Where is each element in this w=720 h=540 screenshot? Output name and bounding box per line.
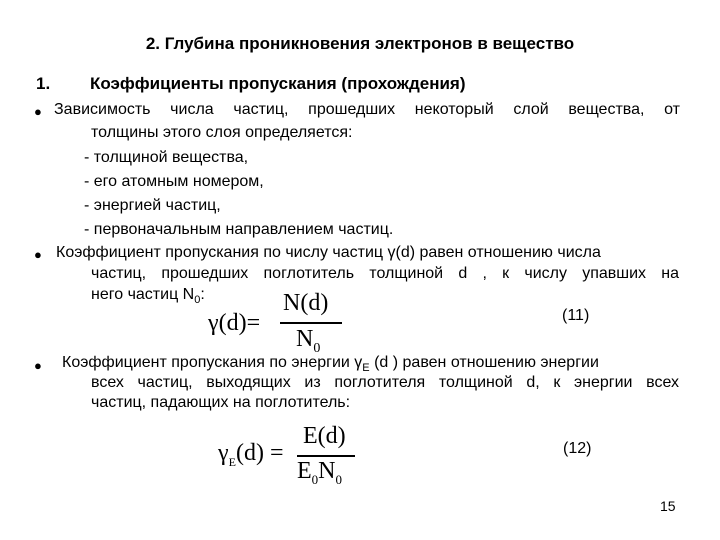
formula-12-denominator: $E_0N_0$ [297,458,343,487]
paragraph-2-line-3: него частиц $N_0$: [91,286,205,307]
section-title: Коэффициенты пропускания (прохождения) [90,74,466,93]
bullet-dot-icon: ● [34,247,42,262]
paragraph-3-line-3: частиц, падающих на поглотитель: [91,394,351,411]
formula-11-denominator: $N_0$ [296,326,321,356]
paragraph-2-line-1: Коэффициент пропускания по числу частиц γ(d) равен отношению числа [56,244,601,261]
equation-number-12: (12) [563,440,592,457]
page-title: 2. Глубина проникновения электронов в вещество [145,34,575,53]
paragraph-2-line-2: частиц, прошедших поглотитель толщиной d , к числу упавших на [91,265,679,282]
paragraph-3-line-2: всех частиц, выходящих из поглотителя толщиной d, к энергии всех [91,374,679,391]
paragraph-1-line-2: толщины этого слоя определяется: [91,124,353,141]
formula-12-lhs: $\gamma_E(d)$ = [218,440,284,469]
page-number: 15 [660,498,676,514]
bullet-dot-icon: ● [34,358,42,373]
formula-12-numerator: E(d) [303,423,346,449]
fraction-bar [297,455,355,457]
paragraph-3-line-1: Коэффициент пропускания по энергии $\gamma_E$ (d ) равен отношению энергии [62,354,599,375]
list-item: - первоначальным направлением частиц. [84,221,394,238]
fraction-bar [280,322,342,324]
paragraph-1-line-1: Зависимость числа частиц, прошедших некоторый слой вещества, от [54,101,680,118]
section-number: 1. [36,74,51,93]
list-item: - толщиной вещества, [84,149,249,166]
list-item: - энергией частиц, [84,197,221,214]
formula-11-lhs: γ(d)= [208,310,261,336]
bullet-dot-icon: ● [34,104,42,119]
list-item: - его атомным номером, [84,173,264,190]
formula-11-numerator: N(d) [283,290,329,316]
equation-number-11: (11) [562,307,590,324]
